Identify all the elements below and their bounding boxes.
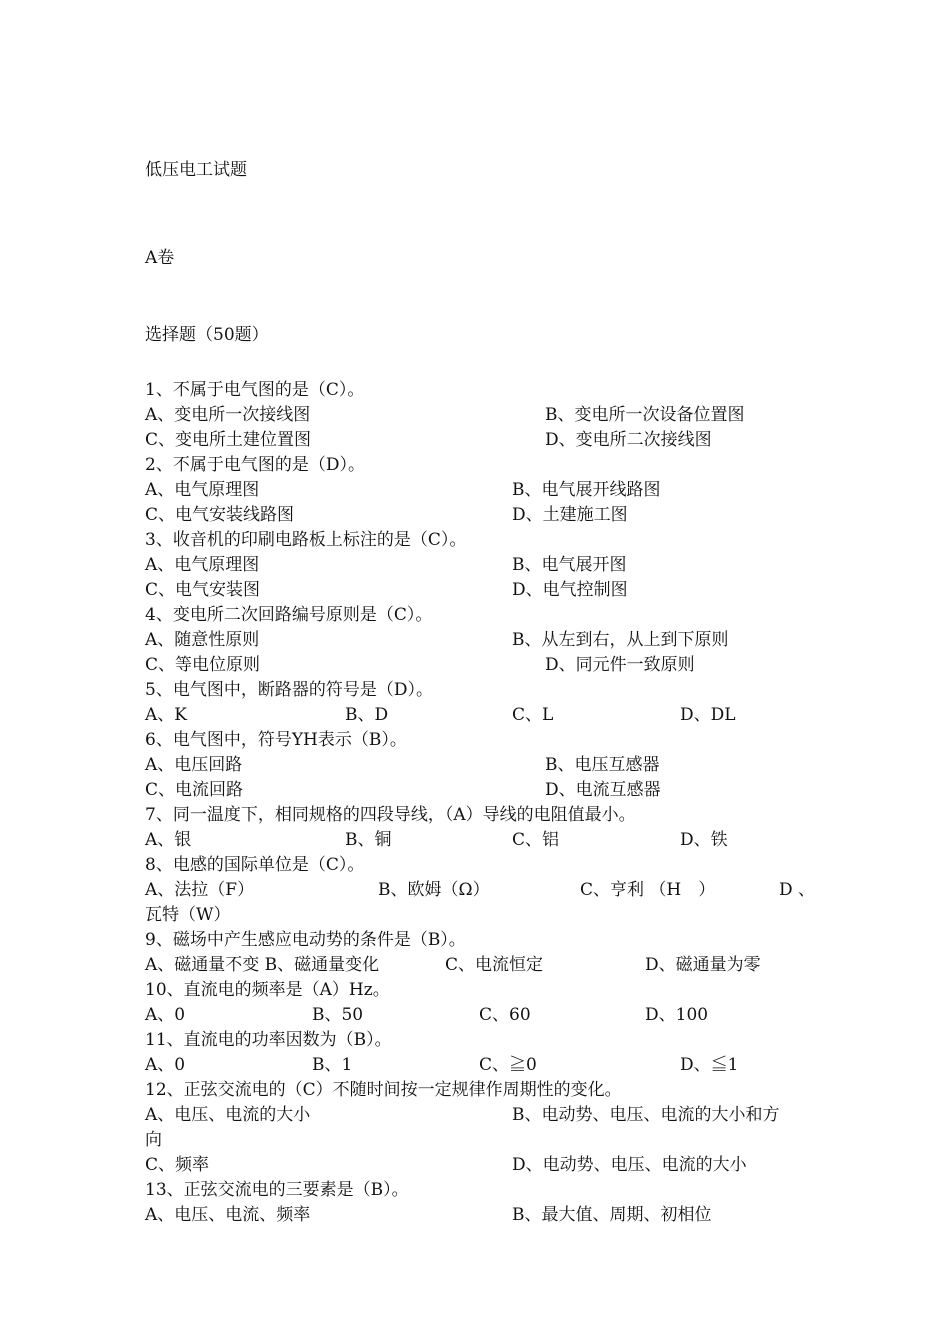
- options-line: [145, 578, 825, 603]
- option-text: C、铝: [512, 830, 560, 850]
- option-text: A、电压回路: [145, 755, 243, 775]
- option-text: A、0: [145, 1005, 186, 1025]
- question-line: [145, 603, 825, 628]
- option-text: B、1: [312, 1055, 353, 1075]
- options-line: [145, 753, 825, 778]
- option-text: B、电压互感器: [545, 755, 660, 775]
- option-text: B、最大值、周期、初相位: [512, 1205, 712, 1225]
- option-text: A、银: [145, 830, 192, 850]
- option-text: D、变电所二次接线图: [545, 430, 712, 450]
- options-line: [145, 1103, 825, 1128]
- option-text: D、100: [645, 1005, 709, 1025]
- question-text: 瓦特（W）: [145, 905, 231, 925]
- option-text: C、L: [512, 705, 554, 725]
- options-line: [145, 553, 825, 578]
- question-text: 8、电感的国际单位是（C）。: [145, 855, 365, 875]
- options-line: [145, 1153, 825, 1178]
- question-text: 向: [145, 1130, 162, 1150]
- option-text: D、土建施工图: [512, 505, 628, 525]
- option-text: C、变电所土建位置图: [145, 430, 312, 450]
- options-line: [145, 828, 825, 853]
- option-text: A、K: [145, 705, 187, 725]
- question-text: 10、直流电的频率是（A）Hz。: [145, 980, 390, 1000]
- options-line: [145, 428, 825, 453]
- options-line: [145, 703, 825, 728]
- options-line: [145, 1053, 825, 1078]
- option-text: D、DL: [680, 705, 736, 725]
- question-line: [145, 928, 825, 953]
- options-line: [145, 953, 825, 978]
- option-text: B、电气展开图: [512, 555, 627, 575]
- option-text: A、0: [145, 1055, 186, 1075]
- question-line: [145, 903, 825, 928]
- option-text: A、法拉（F）: [145, 880, 255, 900]
- option-text: C、频率: [145, 1155, 210, 1175]
- options-line: [145, 778, 825, 803]
- option-text: D、电动势、电压、电流的大小: [512, 1155, 747, 1175]
- option-text: D、电流互感器: [545, 780, 661, 800]
- option-text: C、≧0: [479, 1055, 537, 1075]
- section-heading: 选择题（50题）: [145, 325, 269, 345]
- option-text: C、60: [479, 1005, 531, 1025]
- question-line: [145, 728, 825, 753]
- option-text: A、磁通量不变 B、磁通量变化: [145, 955, 380, 975]
- question-line: [145, 528, 825, 553]
- options-line: [145, 628, 825, 653]
- question-text: 5、电气图中，断路器的符号是（D）。: [145, 680, 433, 700]
- question-line: [145, 978, 825, 1003]
- question-line: [145, 1028, 825, 1053]
- option-text: D、铁: [680, 830, 728, 850]
- option-text: B、从左到右，从上到下原则: [512, 630, 729, 650]
- option-text: D 、: [779, 880, 816, 900]
- question-line: [145, 803, 825, 828]
- option-text: A、变电所一次接线图: [145, 405, 311, 425]
- question-text: 6、电气图中，符号YH表示（B）。: [145, 730, 407, 750]
- exam-volume: A卷: [145, 248, 175, 268]
- option-text: D、≦1: [680, 1055, 739, 1075]
- question-text: 7、同一温度下，相同规格的四段导线，（A）导线的电阻值最小。: [145, 805, 636, 825]
- question-line: [145, 678, 825, 703]
- option-text: D、电气控制图: [512, 580, 628, 600]
- question-line: [145, 1128, 825, 1153]
- option-text: B、50: [312, 1005, 364, 1025]
- question-text: 9、磁场中产生感应电动势的条件是（B）。: [145, 930, 466, 950]
- option-text: D、同元件一致原则: [545, 655, 695, 675]
- option-text: A、电气原理图: [145, 555, 260, 575]
- option-text: C、等电位原则: [145, 655, 261, 675]
- document-title: 低压电工试题: [145, 160, 247, 180]
- option-text: C、电气安装图: [145, 580, 261, 600]
- option-text: C、电气安装线路图: [145, 505, 295, 525]
- question-text: 13、正弦交流电的三要素是（B）。: [145, 1180, 409, 1200]
- question-text: 3、收音机的印刷电路板上标注的是（C）。: [145, 530, 467, 550]
- option-text: A、电压、电流的大小: [145, 1105, 311, 1125]
- options-line: [145, 403, 825, 428]
- option-text: B、变电所一次设备位置图: [545, 405, 745, 425]
- question-list: [145, 378, 825, 1228]
- option-text: A、随意性原则: [145, 630, 260, 650]
- option-text: C、亨利 （H ）: [580, 880, 716, 900]
- options-line: [145, 1003, 825, 1028]
- option-text: B、电动势、电压、电流的大小和方: [512, 1105, 780, 1125]
- options-line: [145, 503, 825, 528]
- question-text: 1、不属于电气图的是（C）。: [145, 380, 365, 400]
- question-text: 4、变电所二次回路编号原则是（C）。: [145, 605, 433, 625]
- option-text: A、电气原理图: [145, 480, 260, 500]
- option-text: C、电流恒定: [445, 955, 544, 975]
- options-line: [145, 1203, 825, 1228]
- question-line: [145, 853, 825, 878]
- option-text: D、磁通量为零: [645, 955, 761, 975]
- option-text: A、电压、电流、频率: [145, 1205, 311, 1225]
- question-text: 2、不属于电气图的是（D）。: [145, 455, 365, 475]
- option-text: B、电气展开线路图: [512, 480, 661, 500]
- option-text: B、欧姆（Ω）: [378, 880, 490, 900]
- question-line: [145, 378, 825, 403]
- option-text: B、D: [345, 705, 389, 725]
- option-text: B、铜: [345, 830, 392, 850]
- question-line: [145, 453, 825, 478]
- question-text: 12、正弦交流电的（C）不随时间按一定规律作周期性的变化。: [145, 1080, 622, 1100]
- question-text: 11、直流电的功率因数为（B）。: [145, 1030, 392, 1050]
- options-line: [145, 653, 825, 678]
- option-text: C、电流回路: [145, 780, 244, 800]
- question-line: [145, 1178, 825, 1203]
- question-line: [145, 1078, 825, 1103]
- options-line: [145, 478, 825, 503]
- options-line: [145, 878, 825, 903]
